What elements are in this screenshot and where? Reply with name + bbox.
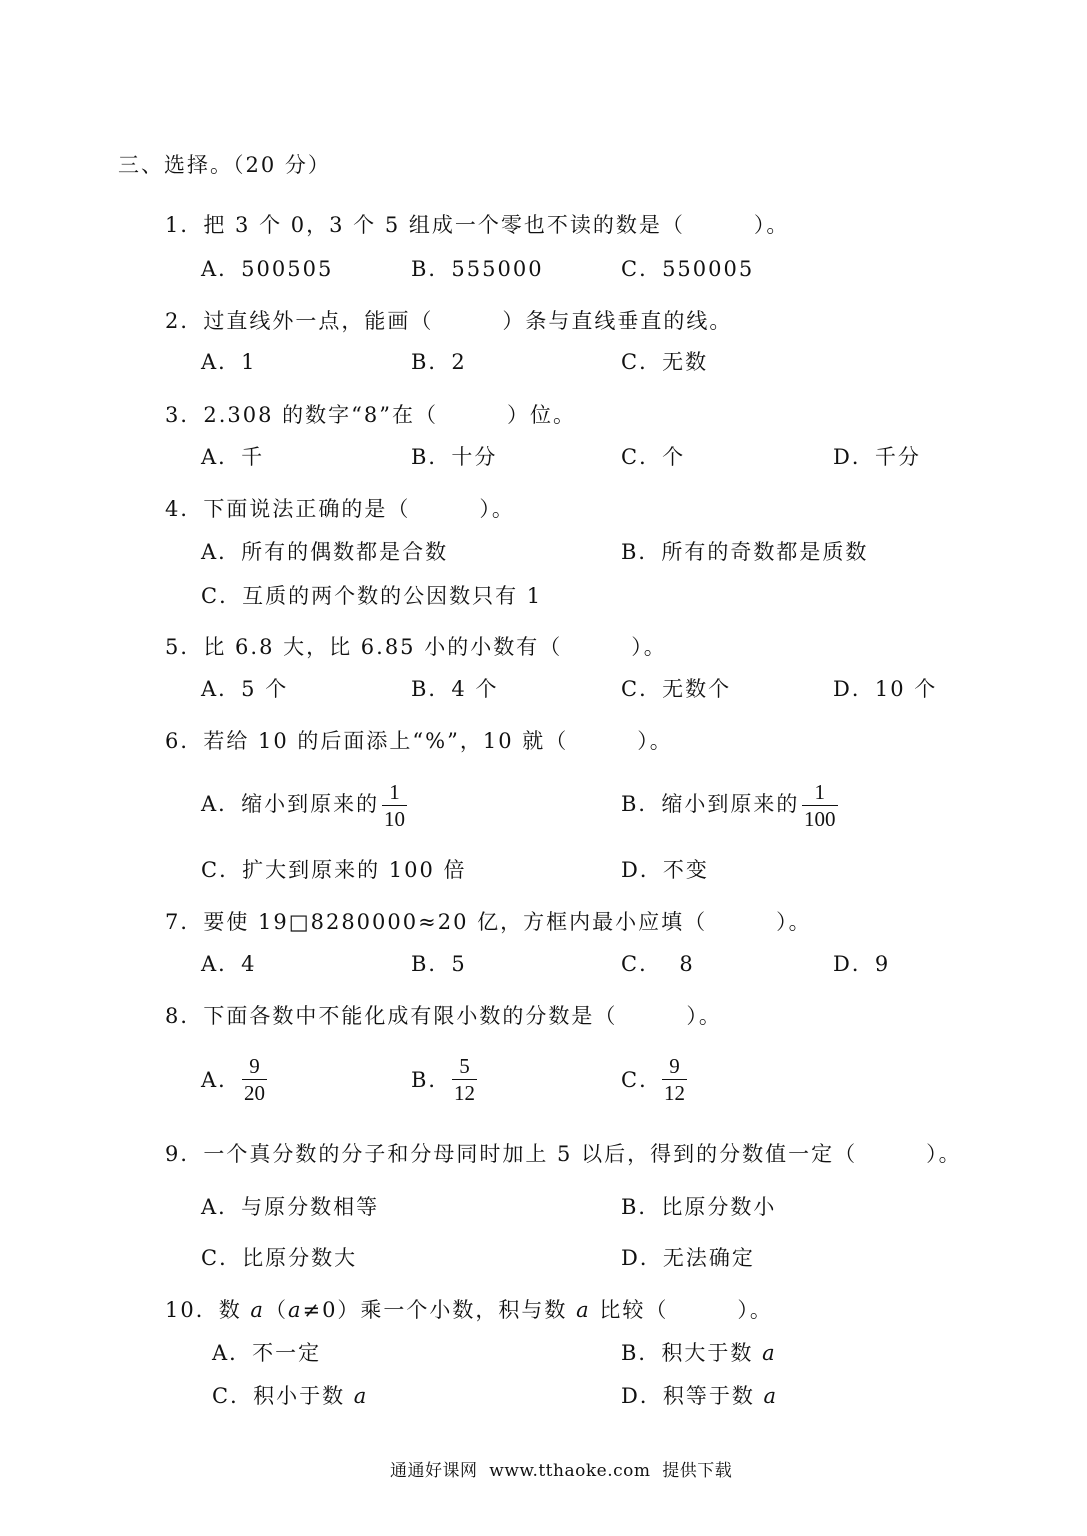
question-2-option-b: B．2	[411, 350, 467, 374]
question-6-option-b-fraction	[802, 781, 838, 830]
fraction-numerator: 9	[669, 1054, 680, 1078]
question-1-stem: 1．把 3 个 0，3 个 5 组成一个零也不读的数是（ ）。	[165, 213, 790, 237]
question-4-option-a: A．所有的偶数都是合数	[201, 540, 449, 564]
question-9-option-b: B．比原分数小	[621, 1195, 777, 1219]
question-6-option-c: C．扩大到原来的 100 倍	[201, 858, 467, 882]
question-7-option-a: A．4	[201, 952, 257, 976]
question-8-option-b: B．	[411, 1068, 452, 1092]
variable-a: a	[250, 1298, 265, 1322]
option-text: B．积大于数	[621, 1341, 763, 1365]
question-10-option-b	[621, 1341, 777, 1365]
question-8-option-c: C．	[621, 1068, 663, 1092]
stem-part: ≠0）乘一个小数，积与数	[302, 1298, 577, 1322]
question-9-stem: 9．一个真分数的分子和分母同时加上 5 以后，得到的分数值一定（ ）。	[165, 1142, 962, 1166]
question-6-stem: 6．若给 10 的后面添上“%”，10 就（ ）。	[165, 729, 673, 753]
variable-a: a	[576, 1298, 591, 1322]
question-4-option-b: B．所有的奇数都是质数	[621, 540, 869, 564]
stem-part: （	[264, 1298, 288, 1322]
fraction-numerator: 5	[459, 1054, 470, 1078]
question-5-option-a: A．5 个	[201, 677, 289, 701]
question-2-option-a: A．1	[201, 350, 257, 374]
stem-part: 比较（ ）。	[590, 1298, 773, 1322]
section-title: 三、选择。（20 分）	[118, 153, 331, 177]
fraction-denominator: 12	[454, 1081, 475, 1105]
fraction-denominator: 12	[664, 1081, 685, 1105]
question-7-stem: 7．要使 19□8280000≈20 亿，方框内最小应填（ ）。	[165, 910, 812, 934]
question-6-option-a: A．缩小到原来的	[201, 792, 380, 816]
question-10-stem	[165, 1298, 773, 1322]
question-7-option-b: B．5	[411, 952, 467, 976]
question-5-option-b: B．4 个	[411, 677, 499, 701]
option-text: C．积小于数	[212, 1384, 354, 1408]
question-1-option-c: C．550005	[621, 257, 755, 281]
question-8-option-a-fraction	[242, 1055, 267, 1104]
question-8-option-b-fraction	[452, 1055, 477, 1104]
question-4-option-c: C．互质的两个数的公因数只有 1	[201, 584, 543, 608]
fraction-denominator: 100	[804, 807, 836, 831]
question-8-option-a: A．	[201, 1068, 242, 1092]
question-3-stem: 3．2.308 的数字“8”在（ ）位。	[165, 403, 576, 427]
fraction-numerator: 1	[389, 780, 400, 804]
question-5-stem: 5．比 6.8 大，比 6.85 小的小数有（ ）。	[165, 635, 667, 659]
footer-watermark: 通通好课网 www.tthaoke.com 提供下载	[390, 1461, 733, 1481]
question-10-option-d	[621, 1384, 778, 1408]
question-1-option-a: A．500505	[201, 257, 334, 281]
variable-a: a	[763, 1384, 779, 1408]
question-3-option-d: D．千分	[833, 445, 921, 469]
fraction-denominator: 10	[384, 807, 405, 831]
question-3-option-c: C．个	[621, 445, 686, 469]
question-9-option-a: A．与原分数相等	[201, 1195, 380, 1219]
question-6-option-a-fraction	[382, 781, 407, 830]
question-9-option-c: C．比原分数大	[201, 1246, 358, 1270]
question-5-option-c: C．无数个	[621, 677, 732, 701]
variable-a: a	[762, 1341, 777, 1365]
question-7-option-d: D．9	[833, 952, 891, 976]
question-4-stem: 4．下面说法正确的是（ ）。	[165, 497, 515, 521]
question-5-option-d: D．10 个	[833, 677, 938, 701]
question-3-option-b: B．十分	[411, 445, 498, 469]
question-2-stem: 2．过直线外一点，能画（ ）条与直线垂直的线。	[165, 309, 733, 333]
fraction-numerator: 1	[814, 780, 825, 804]
question-8-stem: 8．下面各数中不能化成有限小数的分数是（ ）。	[165, 1004, 722, 1028]
question-10-option-c	[212, 1384, 368, 1408]
question-6-option-d: D．不变	[621, 858, 709, 882]
option-text: D．积等于数	[621, 1384, 764, 1408]
variable-a: a	[353, 1384, 369, 1408]
fraction-denominator: 20	[244, 1081, 265, 1105]
stem-part: 10．数	[165, 1298, 251, 1322]
question-8-option-c-fraction	[662, 1055, 687, 1104]
question-6-option-b: B．缩小到原来的	[621, 792, 800, 816]
question-9-option-d: D．无法确定	[621, 1246, 755, 1270]
question-3-option-a: A．千	[201, 445, 265, 469]
question-2-option-c: C．无数	[621, 350, 709, 374]
question-1-option-b: B．555000	[411, 257, 544, 281]
fraction-numerator: 9	[249, 1054, 260, 1078]
variable-a: a	[287, 1298, 303, 1322]
question-7-option-c: C． 8	[621, 952, 695, 976]
question-10-option-a: A．不一定	[212, 1341, 322, 1365]
